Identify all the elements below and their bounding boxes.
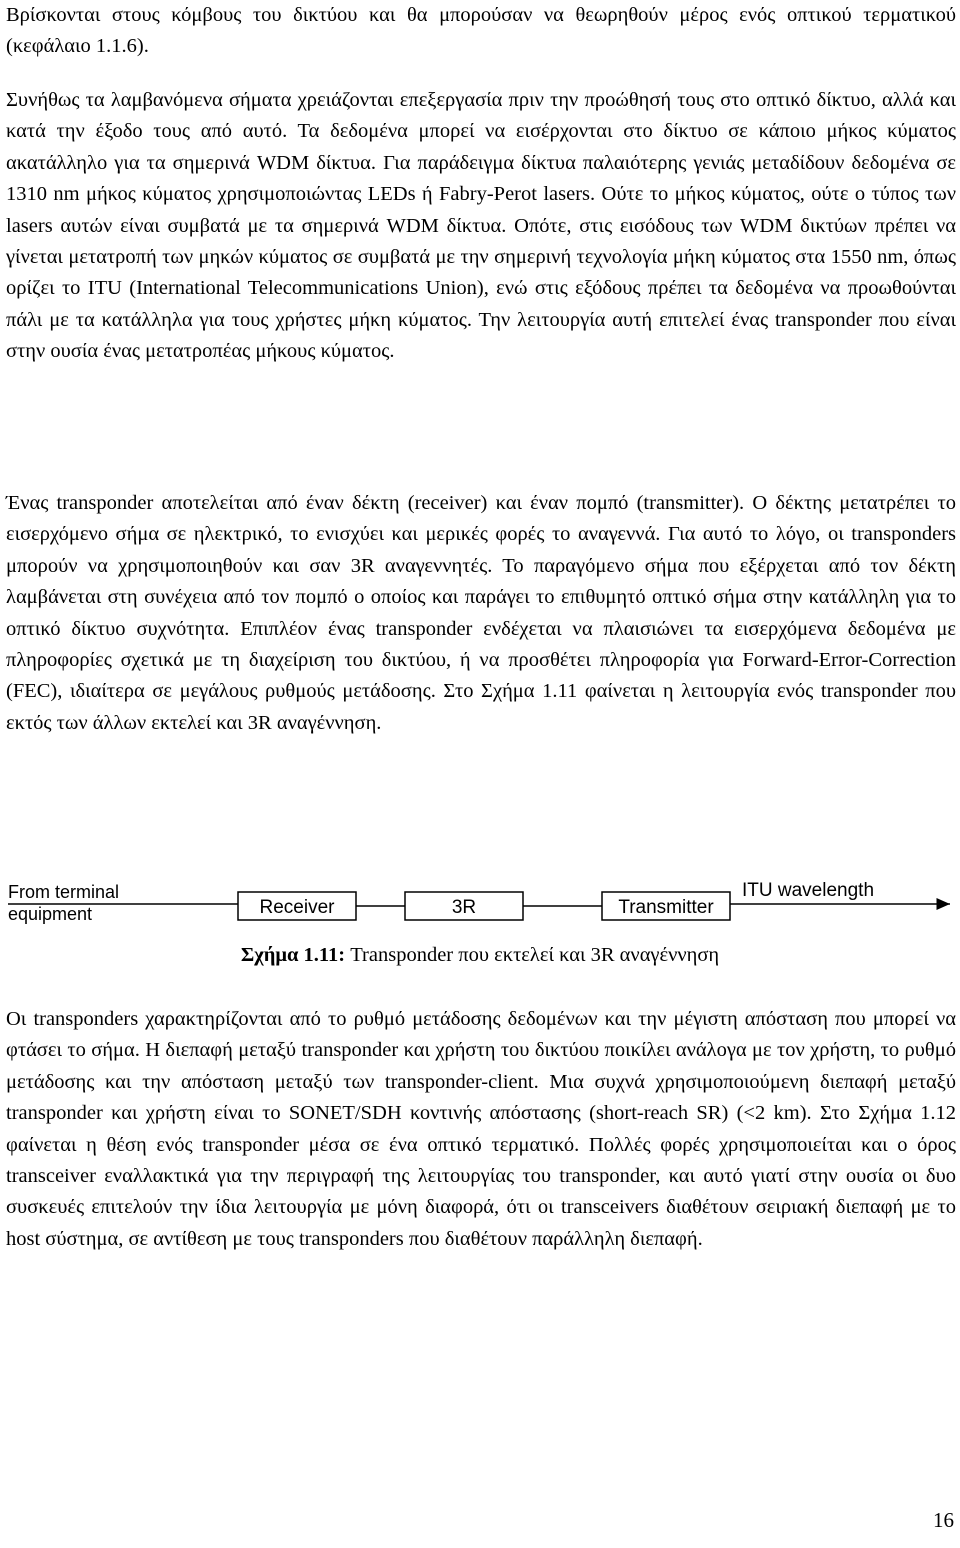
paragraph-transponder-structure: Ένας transponder αποτελείται από έναν δέκτη (receiver) και έναν πομπό (transmitter). Ο δέκτης μετατρέπει το εισερχόμενο σήμα σε ηλεκτρικό, το ενισχύει και μερικές φορές το αναγεννά. Για αυτό το λόγο, οι transponders μπορούν να χρησιμοποιηθούν και σαν 3R αναγεννητές. Το παραγόμενο σήμα που εξέρχεται από τον δέκτη λαμβάνεται στη συνέχεια από τον πομπό ο οποίος και παράγει το επιθυμητό οπτικό σήμα στην κατάλληλη για το οπτικό δίκτυο συχνότητα. Επιπλέον ένας transponder ενδέχεται να πλαισιώνει τα εισερχόμενα δεδομένα με πληροφορίες σχετικά με τη διαχείριση του δικτύου, ή να προσθέτει πληροφορία για Forward-Error-Correction (FEC), ιδιαίτερα σε μεγάλους ρυθμούς μετάδοσης. Στο Σχήμα 1.11 φαίνεται η λειτουργία ενός transponder που εκτός των άλλων εκτελεί και 3R αναγέννηση.: [6, 492, 956, 734]
paragraph-intro: Βρίσκονται στους κόμβους του δικτύου και θα μπορούσαν να θεωρηθούν μέρος ενός οπτικού τερματικού (κεφάλαιο 1.1.6).: [6, 4, 956, 58]
receiver-label: Receiver: [259, 897, 335, 918]
3r-label: 3R: [451, 897, 477, 918]
caption-text: Transponder που εκτελεί και 3R αναγέννηση: [345, 944, 720, 966]
input-label-line2: equipment: [8, 904, 93, 924]
figure-caption: [0, 940, 960, 970]
transmitter-label: Transmitter: [618, 897, 714, 918]
paragraph-transponder-characteristics: Οι transponders χαρακτηρίζονται από το ρυθμό μετάδοσης δεδομένων και την μέγιστη απόσταση που μπορεί να φτάσει το σήμα. Η διεπαφή μεταξύ transponder και χρήστη του δικτύου ποικίλει ανάλογα με τον χρήστη, το ρυθμό μετάδοσης και την απόσταση μεταξύ των transponder-client. Μια συχνά χρησιμοποιούμενη διεπαφή μεταξύ transponder και χρήστη είναι το SONET/SDH κοντινής απόστασης (short-reach SR) (<2 km). Στο Σχήμα 1.12 φαίνεται η θέση ενός transponder μέσα σε ένα οπτικό τερματικό. Πολλές φορές χρησιμοποιείται και ο όρος transceiver εναλλακτικά για την περιγραφή της λειτουργίας του transponder, και αυτό γιατί στην ουσία οι δυο συσκευές επιτελούν την ίδια λειτουργία με μόνη διαφορά, ότι οι transceivers διαθέτουν σειριακή διεπαφή με το host σύστημα, σε αντίθεση με τους transponders που διαθέτουν παράλληλη διεπαφή.: [6, 1008, 956, 1250]
input-label-line1: From terminal: [8, 882, 120, 902]
paragraph-signal-processing: Συνήθως τα λαμβανόμενα σήματα χρειάζονται επεξεργασία πριν την προώθησή τους στο οπτικό δίκτυο, αλλά και κατά την έξοδο τους από αυτό. Τα δεδομένα μπορεί να εισέρχονται στο δίκτυο σε κάποιο μήκος κύματος ακατάλληλο για τα σημερινά WDM δίκτυα. Για παράδειγμα δίκτυα παλαιότερης γενιάς μεταδίδουν δεδομένα σε 1310 nm μήκος κύματος χρησιμοποιώντας LEDs ή Fabry-Perot lasers. Ούτε το μήκος κύματος, ούτε ο τύπος των lasers αυτών είναι συμβατά με τα σημερινά WDM δίκτυα. Οπότε, στις εισόδους των WDM δικτύων πρέπει να γίνεται μετατροπή των μηκών κύματος σε συμβατά με την σημερινή τεχνολογία μήκη κύματος στα 1550 nm, όπως ορίζει το ITU (International Telecommunications Union), ενώ στις εξόδους πρέπει τα δεδομένα να προωθούνται πάλι με τα κατάλληλα για τους χρήστες μήκη κύματος. Την λειτουργία αυτή επιτελεί ένας transponder που είναι στην ουσία ένας μετατροπέας μήκους κύματος.: [6, 89, 956, 363]
caption-prefix: Σχήμα 1.11:: [240, 944, 346, 966]
output-label: ITU wavelength: [742, 880, 875, 901]
page-number: 16: [933, 1508, 954, 1532]
transponder-diagram: [0, 862, 960, 942]
